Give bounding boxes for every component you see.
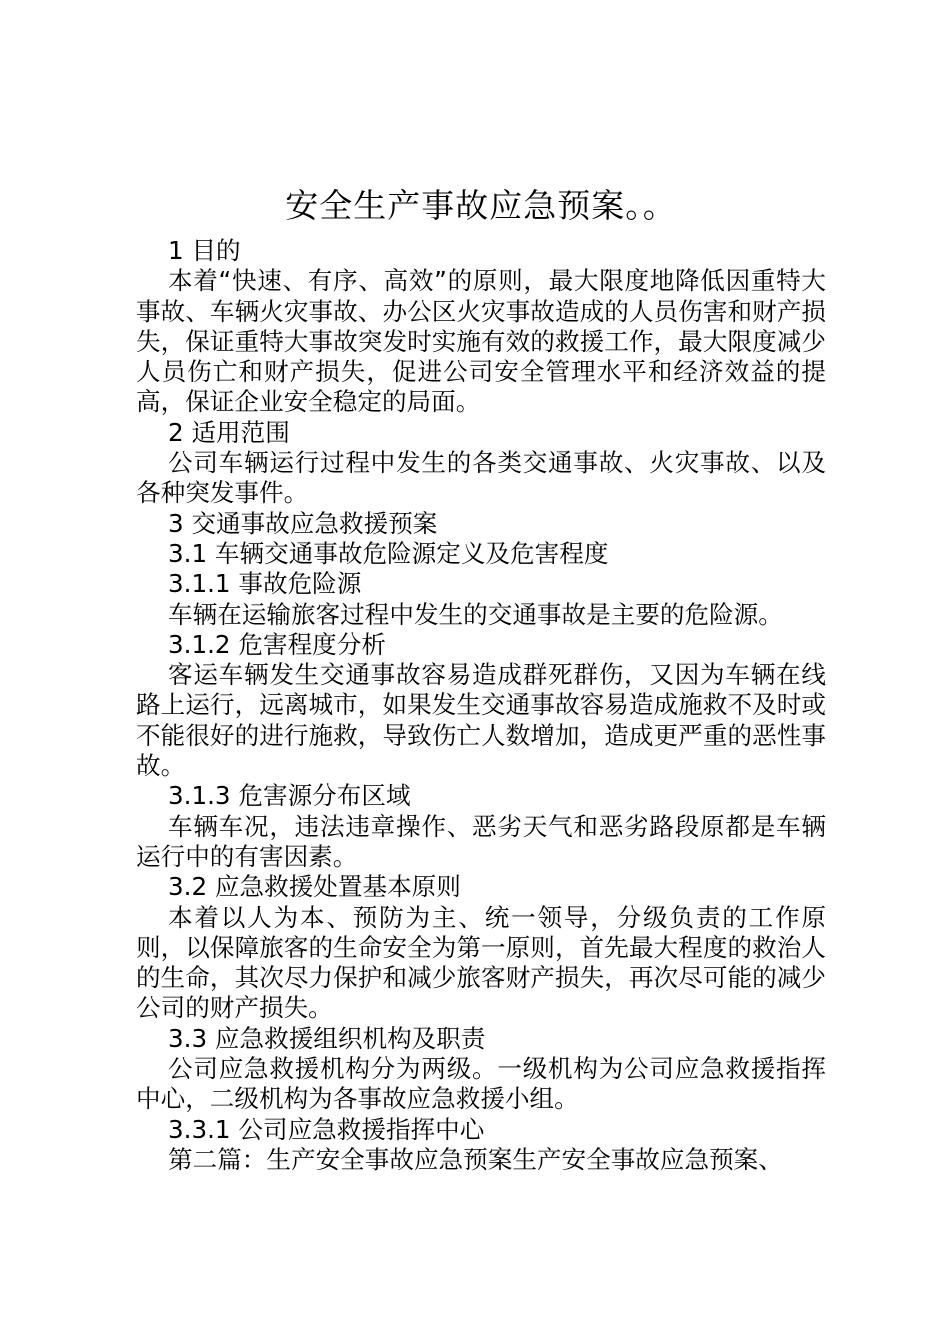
paragraph-principles: 本着以人为本、预防为主、统一领导，分级负责的工作原则，以保障旅客的生命安全为第一原则，首先最大程度的救治人的生命，其次尽力保护和减少旅客财产损失，再次尽可能的减少公司的财产损失。 — [136, 902, 826, 1023]
section-heading-3-3: 3.3 应急救援组织机构及职责 — [168, 1023, 486, 1053]
paragraph-hazard-analysis: 客运车辆发生交通事故容易造成群死群伤，又因为车辆在线路上运行，远离城市，如果发生交通事故容易造成施救不及时或不能很好的进行施救，导致伤亡人数增加，造成更严重的恶性事故。 — [136, 660, 826, 781]
paragraph-hazard-source: 车辆在运输旅客过程中发生的交通事故是主要的危险源。 — [168, 599, 783, 629]
section-heading-3: 3 交通事故应急救援预案 — [168, 508, 438, 538]
section-heading-2: 2 适用范围 — [168, 417, 290, 447]
section-heading-3-1: 3.1 车辆交通事故危险源定义及危害程度 — [168, 538, 609, 568]
section-heading-3-1-1: 3.1.1 事故危险源 — [168, 569, 362, 599]
section-heading-1: 1 目的 — [168, 236, 241, 265]
paragraph-scope: 公司车辆运行过程中发生的各类交通事故、火灾事故、以及各种突发事件。 — [136, 448, 826, 508]
section-heading-3-2: 3.2 应急救援处置基本原则 — [168, 872, 461, 902]
document-title: 安全生产事故应急预案。。 — [285, 186, 677, 225]
section-heading-3-3-1: 3.3.1 公司应急救援指挥中心 — [168, 1114, 485, 1144]
paragraph-second-part: 第二篇：生产安全事故应急预案生产安全事故应急预案、 — [168, 1144, 783, 1174]
paragraph-organization: 公司应急救援机构分为两级。一级机构为公司应急救援指挥中心，二级机构为各事故应急救援小组。 — [136, 1054, 826, 1114]
section-heading-3-1-3: 3.1.3 危害源分布区域 — [168, 781, 411, 811]
section-heading-3-1-2: 3.1.2 危害程度分析 — [168, 629, 386, 659]
paragraph-hazard-distribution: 车辆车况，违法违章操作、恶劣天气和恶劣路段原都是车辆运行中的有害因素。 — [136, 811, 826, 871]
paragraph-purpose: 本着“快速、有序、高效”的原则，最大限度地降低因重特大事故、车辆火灾事故、办公区火灾事故造成的人员伤害和财产损失，保证重特大事故突发时实施有效的救援工作，最大限度减少人员伤亡和财产损失，促进公司安全管理水平和经济效益的提高，保证企业安全稳定的局面。 — [136, 266, 826, 417]
document-page — [136, 180, 826, 1175]
